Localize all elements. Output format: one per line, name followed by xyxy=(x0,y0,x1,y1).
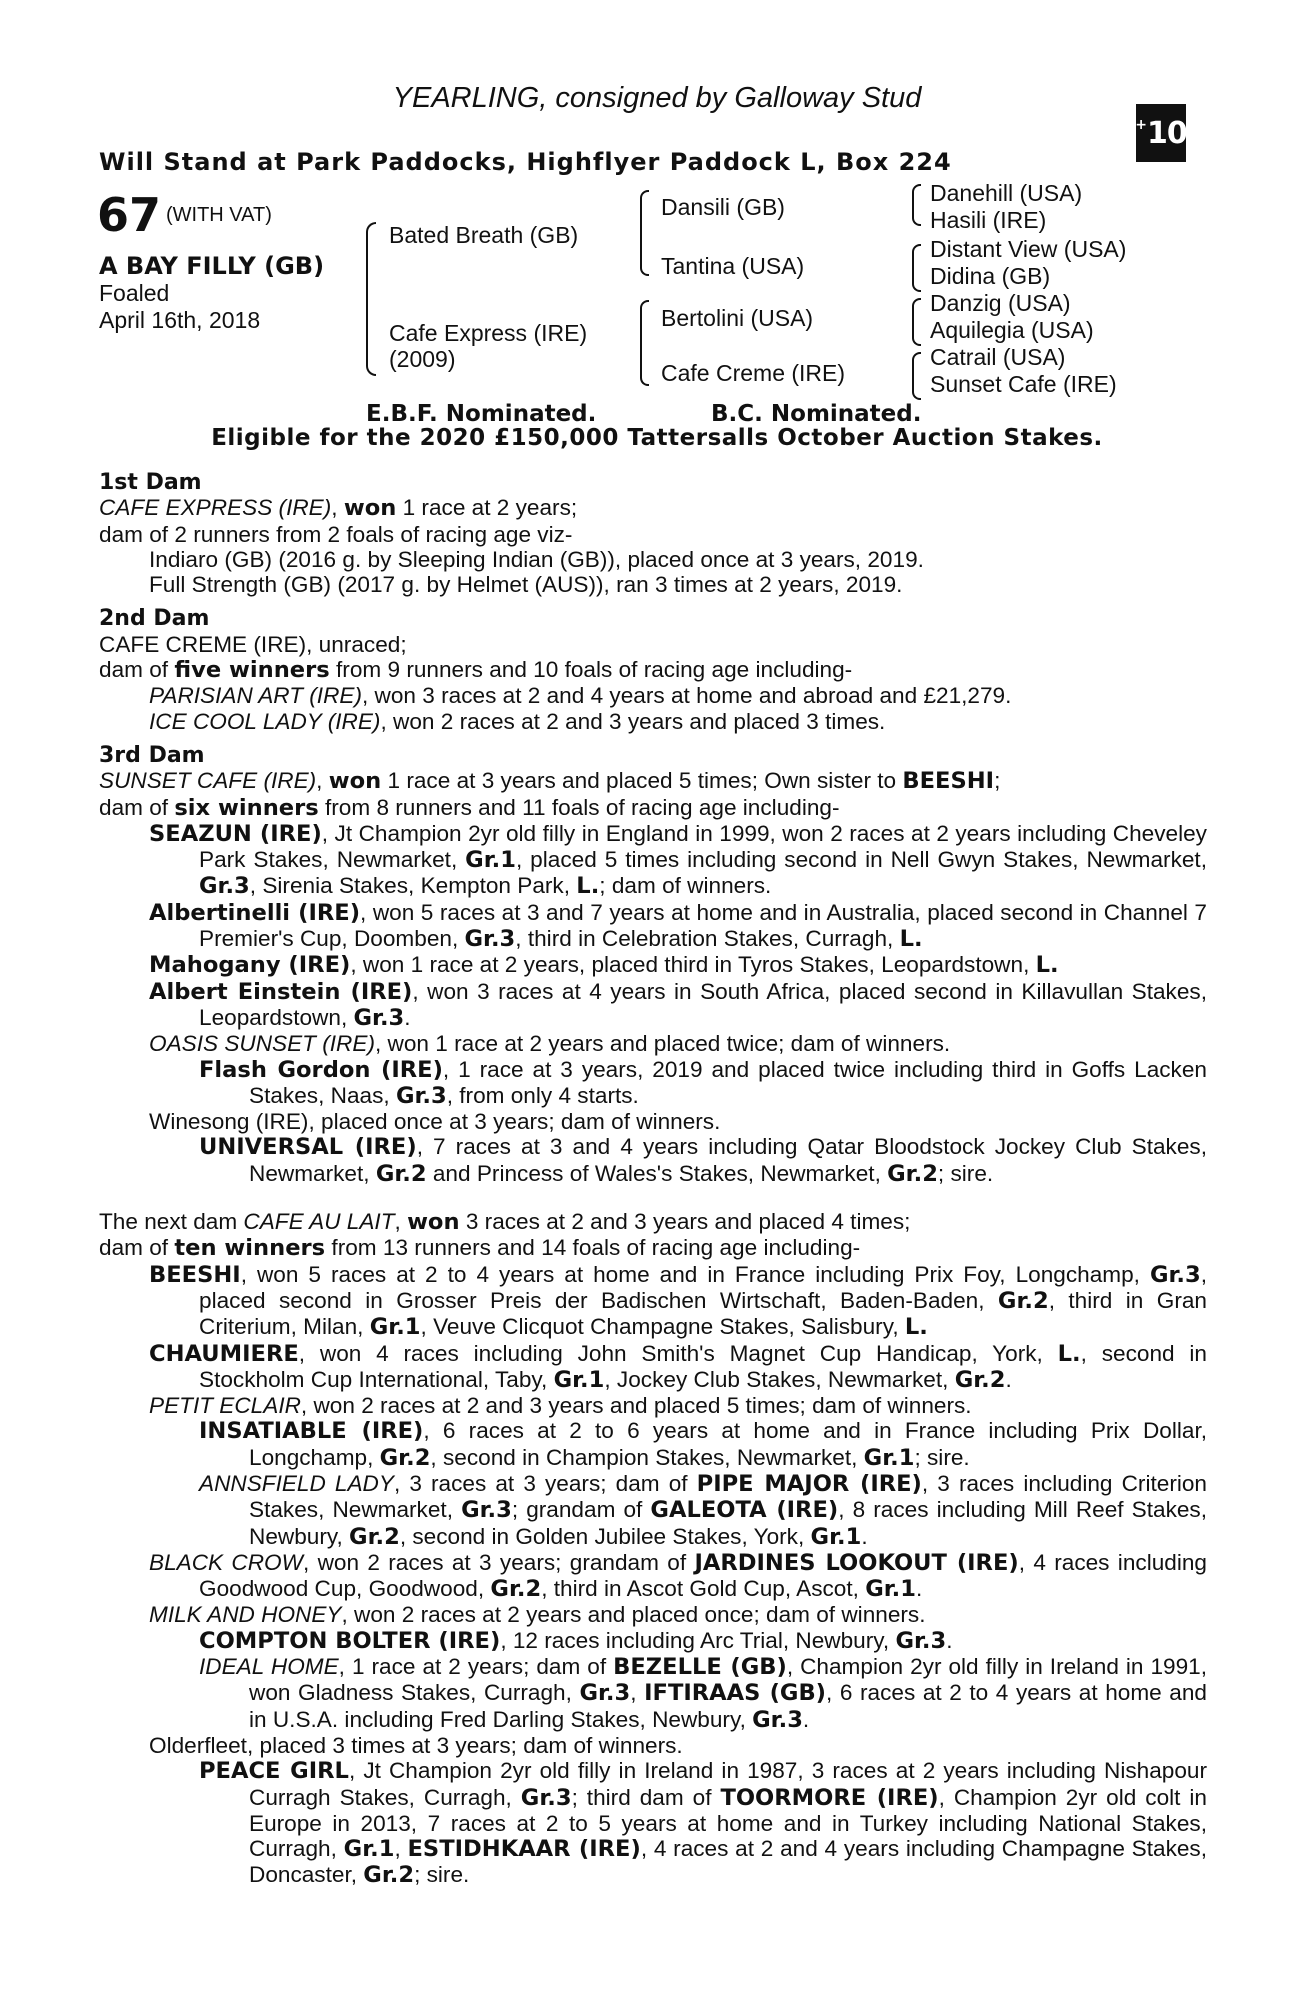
foaled-date: April 16th, 2018 xyxy=(99,307,261,333)
produce-entry: MILK AND HONEY, won 2 races at 2 years and placed once; dam of winners. xyxy=(149,1602,926,1628)
bc-nominated: B.C. Nominated. xyxy=(711,401,922,427)
second-dam-text: CAFE CREME (IRE), unraced; xyxy=(99,631,407,657)
produce-entry: Indiaro (GB) (2016 g. by Sleeping Indian (GB)), placed once at 3 years, 2019. xyxy=(149,546,924,572)
pedigree-notes xyxy=(99,470,1207,1889)
stand-location: Will Stand at Park Paddocks, Highflyer Paddock L, Box 224 xyxy=(99,148,952,176)
produce-entry: Albertinelli (IRE), won 5 races at 3 and 7 years at home and in Australia, placed second in Channel 7 Premier's Cup, Doomben, Gr.3, third in Celebration Stakes, Curragh, L. xyxy=(149,899,1207,953)
produce-entry: Winesong (IRE), placed once at 3 years; dam of winners. xyxy=(149,1109,721,1135)
pedigree-brace-g3-4 xyxy=(912,352,921,400)
badge-number: 10 xyxy=(1147,115,1187,151)
produce-entry: Albert Einstein (IRE), won 3 races at 4 years in South Africa, placed second in Killavullan Stakes, Leopardstown, Gr.3. xyxy=(149,978,1207,1031)
produce-entry: OASIS SUNSET (IRE), won 1 race at 2 years and placed twice; dam of winners. xyxy=(149,1031,951,1057)
pedigree-brace-sire xyxy=(640,190,649,276)
first-dam-text: CAFE EXPRESS (IRE), won 1 race at 2 years; xyxy=(99,495,578,522)
consignor-line: YEARLING, consigned by Galloway Stud xyxy=(392,82,922,114)
third-dam-text: dam of six winners from 8 runners and 11 foals of racing age including- xyxy=(99,794,840,821)
pedigree-brace-g3-3 xyxy=(912,298,921,346)
produce-entry: IDEAL HOME, 1 race at 2 years; dam of BEZELLE (GB), Champion 2yr old filly in Ireland in 1991, won Gladness Stakes, Curragh, Gr.3, IFTIRAAS (GB), 6 races at 2 to 4 years at home and in U.S.A. including Fred Darling Stakes, Newbury, Gr.3. xyxy=(199,1654,1208,1733)
produce-entry: Full Strength (GB) (2017 g. by Helmet (AUS)), ran 3 times at 2 years, 2019. xyxy=(149,572,903,598)
produce-entry: INSATIABLE (IRE), 6 races at 2 to 6 years at home and in France including Prix Dollar, Longchamp, Gr.2, second in Champion Stakes, Newmarket, Gr.1; sire. xyxy=(199,1418,1207,1471)
pedigree-brace-g3-1 xyxy=(912,184,921,226)
third-dam-heading: 3rd Dam xyxy=(99,742,205,768)
pedigree-dam-dam: Cafe Creme (IRE) xyxy=(661,360,846,386)
produce-entry: PEACE GIRL, Jt Champion 2yr old filly in Ireland in 1987, 3 races at 2 years including Nishapour Curragh Stakes, Curragh, Gr.3; third dam of TOORMORE (IRE), Champion 2yr old colt in Europe in 2013, 7 races at 2 to 5 years at home and in Turkey including National Stakes, Curragh, Gr.1, ESTIDHKAAR (IRE), 4 races at 2 and 4 years including Champagne Stakes, Doncaster, Gr.2; sire. xyxy=(199,1758,1208,1889)
produce-entry: UNIVERSAL (IRE), 7 races at 3 and 4 years including Qatar Bloodstock Jockey Club Stakes, Newmarket, Gr.2 and Princess of Wales's Stakes, Newmarket, Gr.2; sire. xyxy=(199,1134,1207,1187)
produce-entry: Flash Gordon (IRE), 1 race at 3 years, 2019 and placed twice including third in Goffs Lacken Stakes, Naas, Gr.3, from only 4 starts. xyxy=(199,1056,1207,1109)
second-dam-heading: 2nd Dam xyxy=(99,606,210,632)
section-gap xyxy=(99,1187,1207,1209)
next-dam-text: dam of ten winners from 13 runners and 14 foals of racing age including- xyxy=(99,1235,861,1262)
ebf-nominated: E.B.F. Nominated. xyxy=(366,401,597,427)
pedigree-brace-main xyxy=(366,222,376,376)
produce-entry: Olderfleet, placed 3 times at 3 years; dam of winners. xyxy=(149,1732,683,1758)
produce-entry: CHAUMIERE, won 4 races including John Smith's Magnet Cup Handicap, York, L., second in Stockholm Cup International, Taby, Gr.1, Jockey Club Stakes, Newmarket, Gr.2. xyxy=(149,1340,1207,1393)
pedigree-dam xyxy=(389,320,587,372)
pedigree-g3-1: Danehill (USA) xyxy=(930,180,1083,206)
produce-entry: Mahogany (IRE), won 1 race at 2 years, placed third in Tyros Stakes, Leopardstown, L. xyxy=(149,952,1059,979)
pedigree-brace-g3-2 xyxy=(912,244,921,292)
eligibility-line: Eligible for the 2020 £150,000 Tattersalls October Auction Stakes. xyxy=(211,425,1103,451)
second-dam-text: dam of five winners from 9 runners and 10 foals of racing age including- xyxy=(99,657,853,684)
pedigree-sire-dam: Tantina (USA) xyxy=(661,253,805,279)
pedigree-dam-name: Cafe Express (IRE) xyxy=(389,320,588,346)
horse-description: A BAY FILLY (GB) xyxy=(99,252,325,280)
pedigree-sire-sire: Dansili (GB) xyxy=(661,194,785,220)
pedigree-g3-4: Didina (GB) xyxy=(930,263,1051,289)
pedigree-g3-6: Aquilegia (USA) xyxy=(930,317,1094,343)
produce-entry: BEESHI, won 5 races at 2 to 4 years at home and in France including Prix Foy, Longchamp, Gr.3, placed second in Grosser Preis der Badischen Wirtschaft, Baden-Baden, Gr.2, third in Gran Criterium, Milan, Gr.1, Veuve Clicquot Champagne Stakes, Salisbury, L. xyxy=(149,1261,1207,1341)
pedigree-brace-dam xyxy=(640,300,649,386)
first-dam-heading: 1st Dam xyxy=(99,470,202,495)
first-dam-text: dam of 2 runners from 2 foals of racing age viz- xyxy=(99,521,573,547)
produce-entry: ICE COOL LADY (IRE), won 2 races at 2 and 3 years and placed 3 times. xyxy=(149,708,886,734)
pedigree-dam-sire: Bertolini (USA) xyxy=(661,305,814,331)
foaled-label: Foaled xyxy=(99,280,170,306)
produce-entry: PETIT ECLAIR, won 2 races at 2 and 3 years and placed 5 times; dam of winners. xyxy=(149,1393,972,1419)
pedigree-dam-year: (2009) xyxy=(389,346,456,372)
vat-label: (WITH VAT) xyxy=(166,204,272,226)
produce-entry: SEAZUN (IRE), Jt Champion 2yr old filly in England in 1999, won 2 races at 2 years including Cheveley Park Stakes, Newmarket, Gr.1, placed 5 times including second in Nell Gwyn Stakes, Newmarket, Gr.3, Sirenia Stakes, Kempton Park, L.; dam of winners. xyxy=(149,820,1207,900)
pedigree-sire: Bated Breath (GB) xyxy=(389,222,579,248)
lot-badge xyxy=(1136,104,1186,162)
pedigree-g3-8: Sunset Cafe (IRE) xyxy=(930,371,1117,397)
lot-number: 67 xyxy=(97,188,162,242)
next-dam-text: The next dam CAFE AU LAIT, won 3 races at 2 and 3 years and placed 4 times; xyxy=(99,1209,911,1236)
produce-entry: BLACK CROW, won 2 races at 3 years; grandam of JARDINES LOOKOUT (IRE), 4 races including Goodwood Cup, Goodwood, Gr.2, third in Ascot Gold Cup, Ascot, Gr.1. xyxy=(149,1549,1207,1603)
produce-entry: COMPTON BOLTER (IRE), 12 races including Arc Trial, Newbury, Gr.3. xyxy=(199,1627,953,1654)
badge-plus: + xyxy=(1135,117,1146,133)
produce-entry: ANNSFIELD LADY, 3 races at 3 years; dam of PIPE MAJOR (IRE), 3 races including Criterion Stakes, Newmarket, Gr.3; grandam of GALEOTA (IRE), 8 races including Mill Reef Stakes, Newbury, Gr.2, second in Golden Jubilee Stakes, York, Gr.1. xyxy=(199,1470,1208,1550)
pedigree-g3-2: Hasili (IRE) xyxy=(930,207,1047,233)
pedigree-g3-5: Danzig (USA) xyxy=(930,290,1071,316)
foaled-info xyxy=(99,280,260,334)
pedigree-g3-3: Distant View (USA) xyxy=(930,236,1127,262)
pedigree-g3-7: Catrail (USA) xyxy=(930,344,1066,370)
third-dam-text: SUNSET CAFE (IRE), won 1 race at 3 years and placed 5 times; Own sister to BEESHI; xyxy=(99,768,1001,795)
produce-entry: PARISIAN ART (IRE), won 3 races at 2 and 4 years at home and abroad and £21,279. xyxy=(149,683,1012,709)
